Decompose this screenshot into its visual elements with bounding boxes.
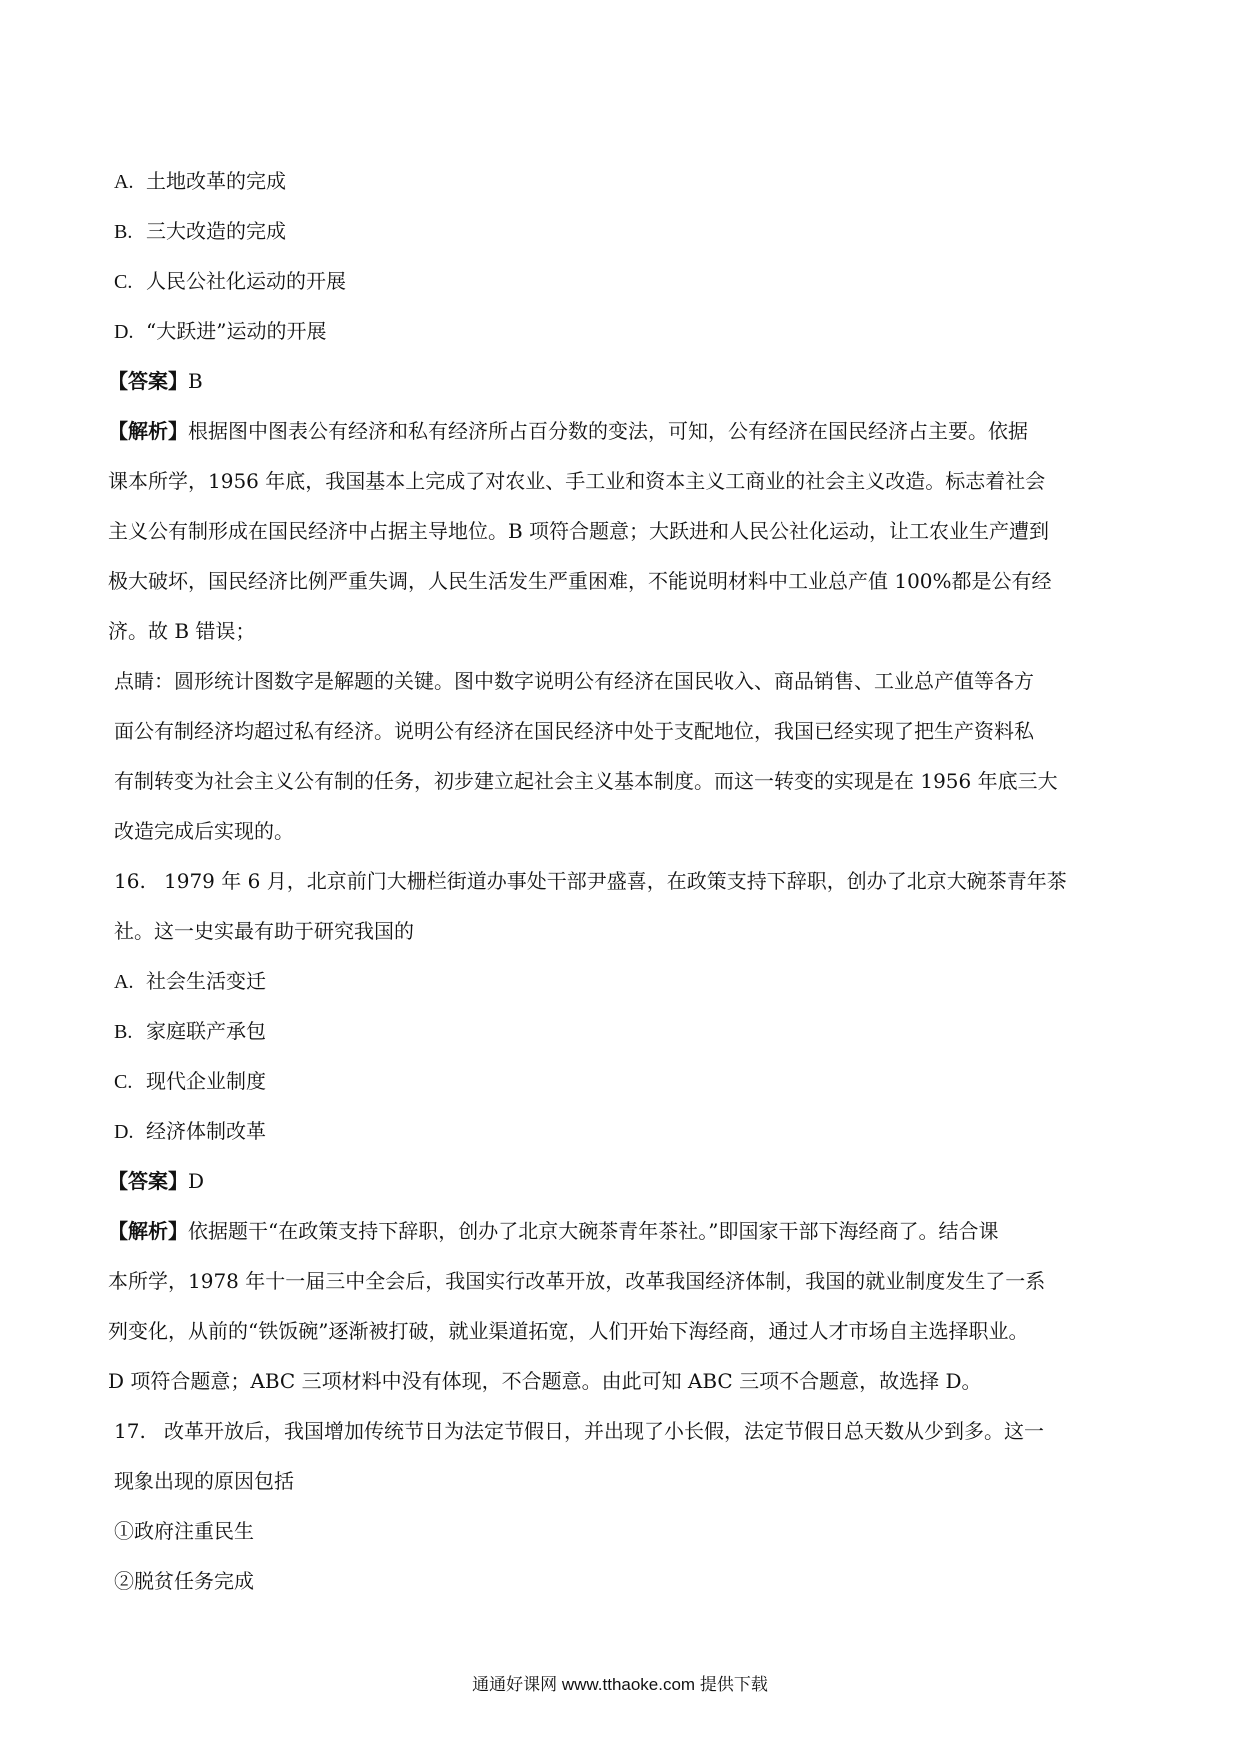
option-letter: A.: [114, 171, 134, 193]
q16-option-d: [114, 1106, 1124, 1156]
analysis-line: 济。故 B 错误；: [108, 619, 256, 643]
analysis-line: 【解析】依据题干“在政策支持下辞职，创办了北京大碗茶青年茶社。”即国家干部下海经商了。结合课: [108, 1219, 999, 1243]
option-letter: B.: [114, 221, 133, 243]
page-footer: 通通好课网 www.tthaoke.com 提供下载: [472, 1675, 768, 1694]
stem-line: 社。这一史实最有助于研究我国的: [114, 919, 414, 943]
answer-tag: 【答案】: [108, 369, 188, 393]
q16-analysis: [108, 1206, 1124, 1406]
option-text: 人民公社化运动的开展: [146, 269, 346, 293]
analysis-tag: 【解析】: [108, 419, 188, 443]
option-text: 社会生活变迁: [146, 969, 266, 993]
analysis-line: 列变化，从前的“铁饭碗”逐渐被打破，就业渠道拓宽，人们开始下海经商，通过人才市场自主选择职业。: [108, 1319, 1029, 1343]
q15-option-a: [114, 156, 1124, 206]
q15-option-d: [114, 306, 1124, 356]
q15-option-c: [114, 256, 1124, 306]
option-letter: C.: [114, 1071, 133, 1093]
option-text: 现代企业制度: [146, 1069, 266, 1093]
option-text: “大跃进”运动的开展: [146, 319, 327, 343]
q15-dianjing: [114, 656, 1124, 856]
option-text: 三大改造的完成: [146, 219, 286, 243]
analysis-line: 主义公有制形成在国民经济中占据主导地位。B 项符合题意；大跃进和人民公社化运动，让工农业生产遭到: [108, 519, 1050, 543]
option-text: 经济体制改革: [146, 1119, 266, 1143]
q17-item-2: ②脱贫任务完成: [114, 1569, 254, 1593]
dianjing-line: 面公有制经济均超过私有经济。说明公有经济在国民经济中处于支配地位，我国已经实现了把生产资料私: [114, 719, 1034, 743]
stem-line: 17. 改革开放后，我国增加传统节日为法定节假日，并出现了小长假，法定节假日总天数从少到多。这一: [114, 1406, 1124, 1456]
analysis-line: 本所学，1978 年十一届三中全会后，我国实行改革开放，改革我国经济体制，我国的就业制度发生了一系: [108, 1269, 1046, 1293]
q15-answer: [108, 356, 1124, 406]
q15-analysis: [108, 406, 1124, 656]
q16-option-b: [114, 1006, 1124, 1056]
option-letter: D.: [114, 321, 134, 343]
analysis-line: 【解析】根据图中图表公有经济和私有经济所占百分数的变法，可知，公有经济在国民经济占主要。依据: [108, 419, 1028, 443]
option-text: 土地改革的完成: [146, 169, 286, 193]
page-content: [108, 156, 1124, 1606]
q15-option-b: [114, 206, 1124, 256]
stem-line: 现象出现的原因包括: [114, 1469, 294, 1493]
option-letter: A.: [114, 971, 134, 993]
q16-answer: [108, 1156, 1124, 1206]
analysis-line: 课本所学，1956 年底，我国基本上完成了对农业、手工业和资本主义工商业的社会主义改造。标志着社会: [108, 469, 1046, 493]
q17-item-1: ①政府注重民生: [114, 1519, 254, 1543]
stem-line: 16. 1979 年 6 月，北京前门大栅栏街道办事处干部尹盛喜，在政策支持下辞职，创办了北京大碗茶青年茶: [114, 856, 1124, 906]
answer-value: B: [188, 369, 203, 393]
analysis-tag: 【解析】: [108, 1219, 188, 1243]
answer-tag: 【答案】: [108, 1169, 188, 1193]
analysis-line: D 项符合题意；ABC 三项材料中没有体现，不合题意。由此可知 ABC 三项不合题意，故选择 D。: [108, 1369, 982, 1393]
dianjing-line: 有制转变为社会主义公有制的任务，初步建立起社会主义基本制度。而这一转变的实现是在 1956 年底三大: [114, 769, 1058, 793]
option-letter: D.: [114, 1121, 134, 1143]
option-text: 家庭联产承包: [146, 1019, 266, 1043]
answer-value: D: [188, 1169, 205, 1193]
q16-stem: [114, 856, 1124, 956]
option-letter: B.: [114, 1021, 133, 1043]
q16-option-a: [114, 956, 1124, 1006]
dianjing-line: 点睛：圆形统计图数字是解题的关键。图中数字说明公有经济在国民收入、商品销售、工业总产值等各方: [114, 669, 1034, 693]
question-number: 16.: [114, 869, 146, 893]
option-letter: C.: [114, 271, 133, 293]
question-number: 17.: [114, 1419, 146, 1443]
dianjing-line: 改造完成后实现的。: [114, 819, 294, 843]
q16-option-c: [114, 1056, 1124, 1106]
analysis-line: 极大破坏，国民经济比例严重失调，人民生活发生严重困难，不能说明材料中工业总产值 100%都是公有经: [108, 569, 1052, 593]
q17-stem: [114, 1406, 1124, 1506]
